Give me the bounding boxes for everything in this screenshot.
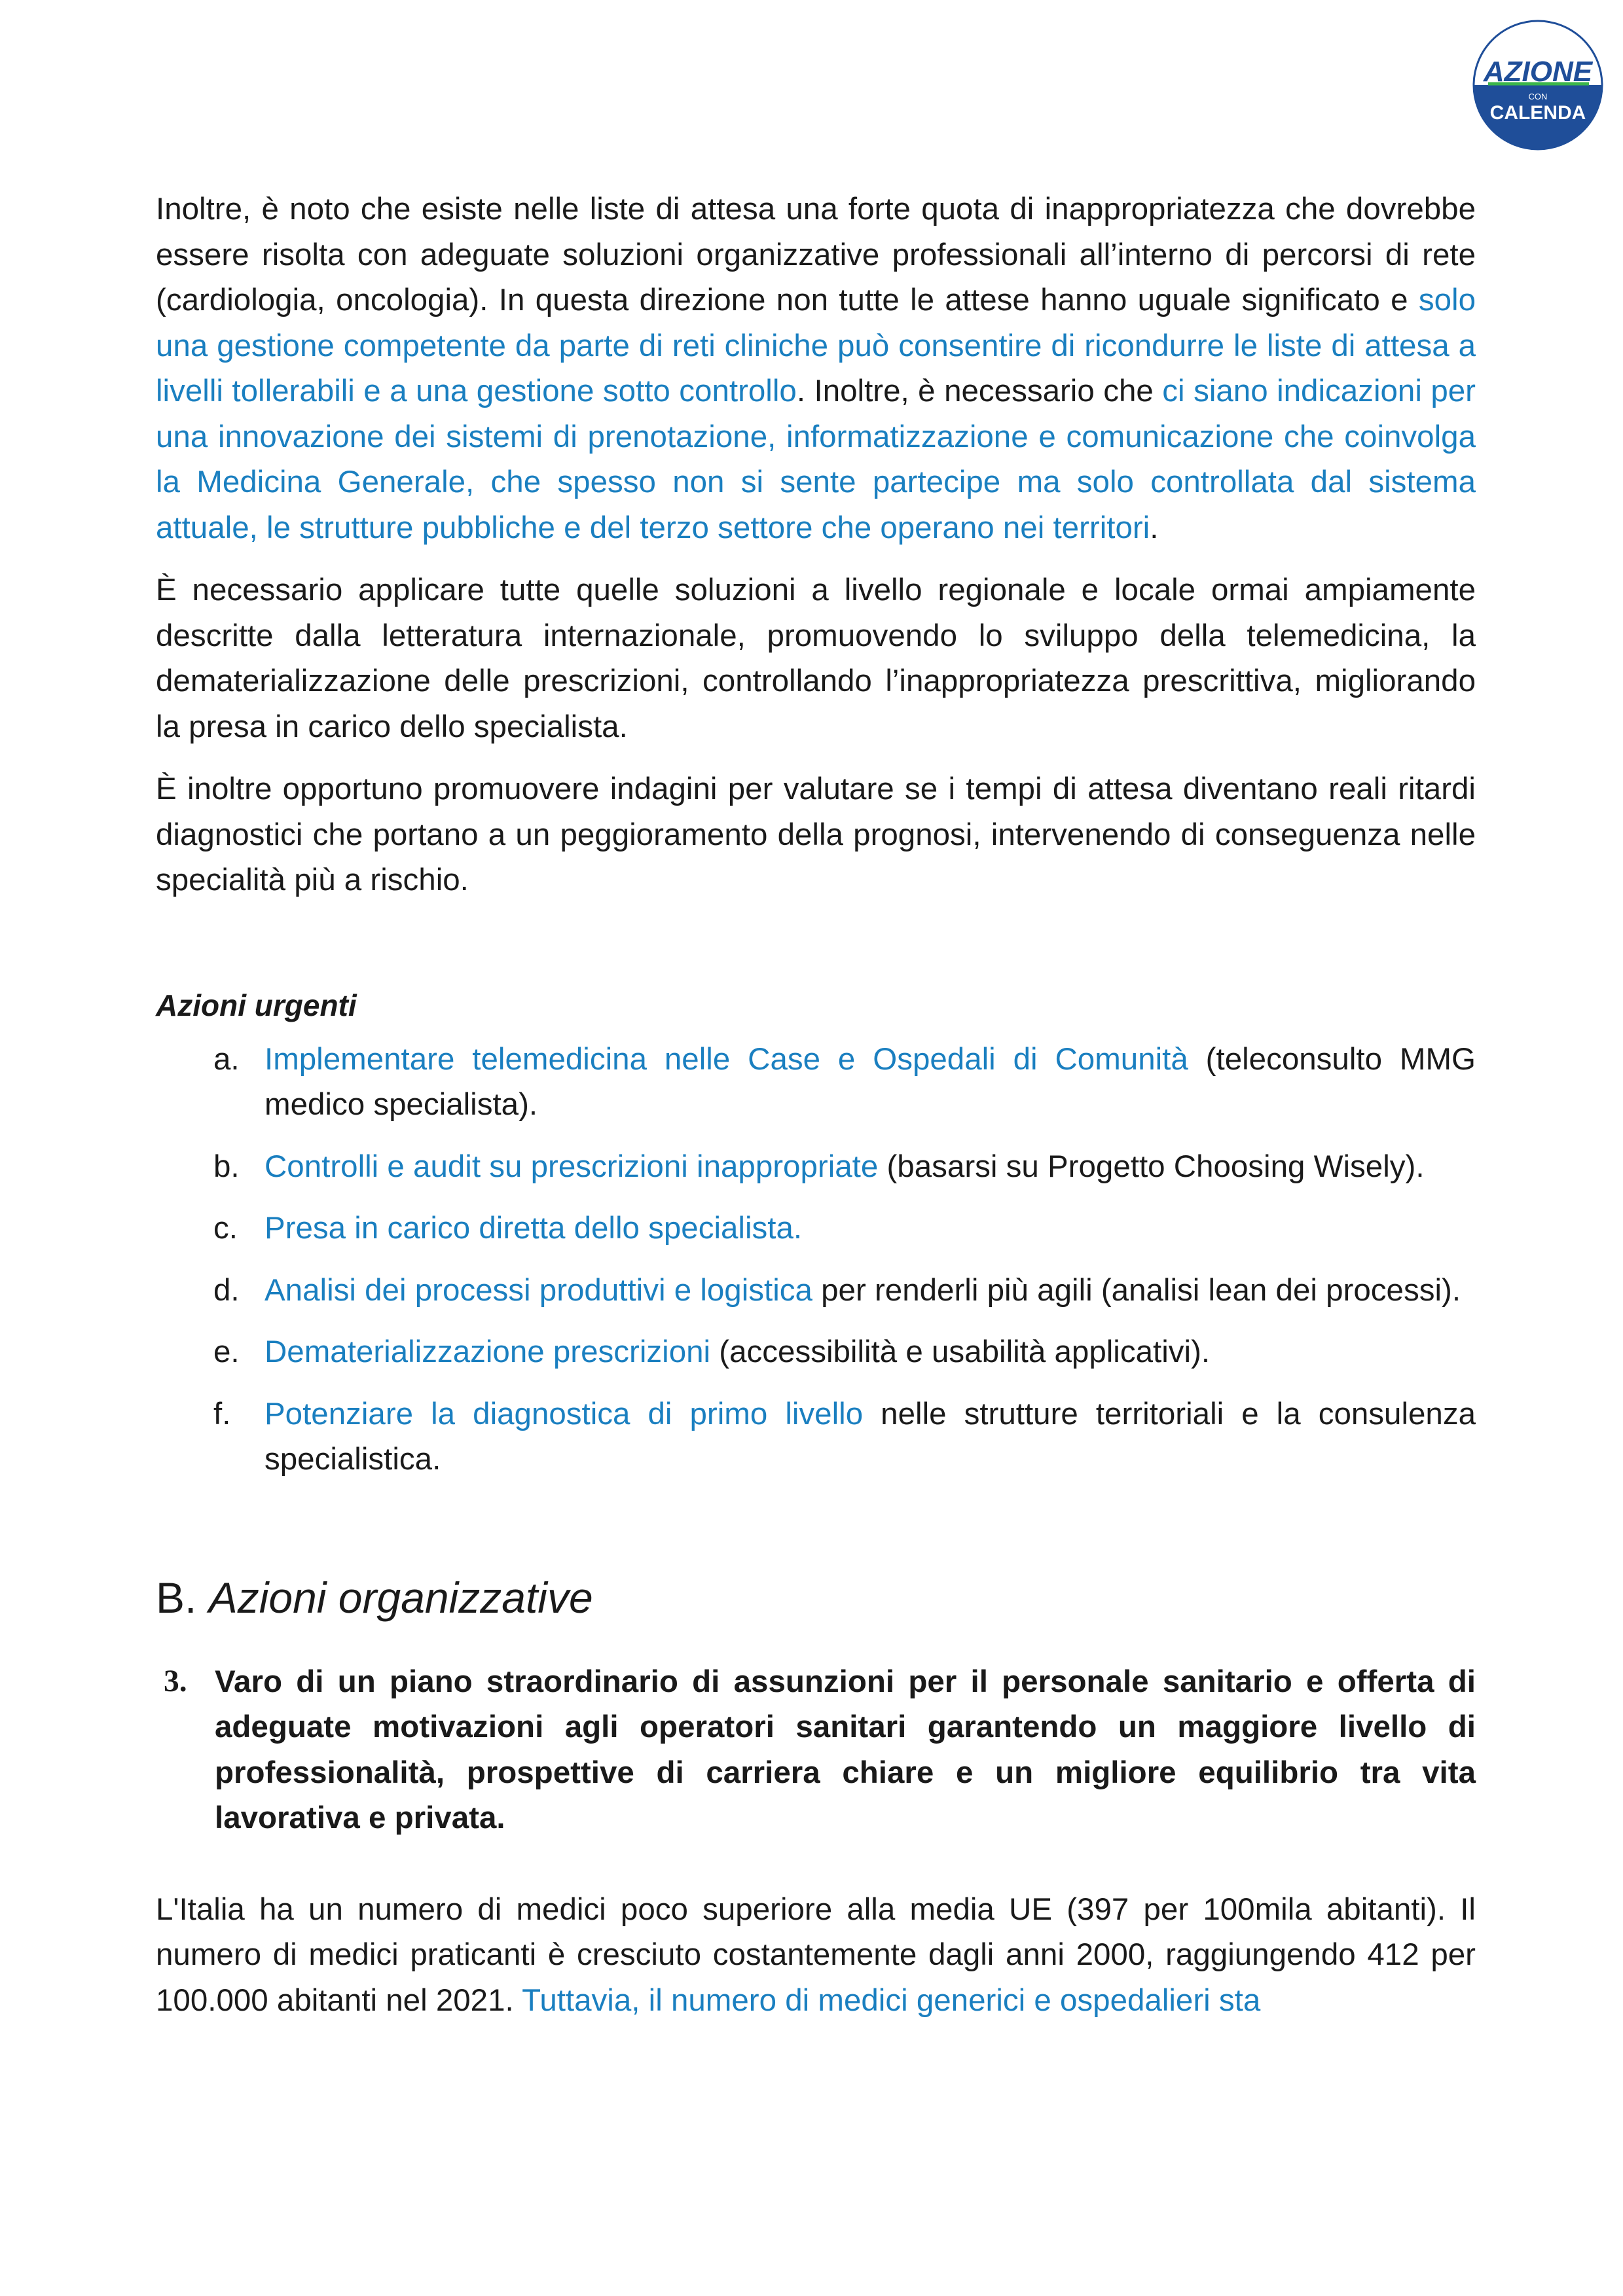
numbered-item-3: 3. Varo di un piano straordinario di assunzioni per il personale sanitario e offerta di adeguate motivazioni agli operatori sanitari garantendo un maggiore livello di professionalità, prospettive di carriera chiare e un migliore equilibrio tra vita lavorativa e privata.: [164, 1664, 1476, 1835]
list-item: c. Presa in carico diretta dello specialista.: [213, 1211, 803, 1246]
paragraph-medici: L'Italia ha un numero di medici poco superiore alla media UE (397 per 100mila abitanti). Il numero di medici praticanti è cresciuto costantemente dagli anni 2000, raggiungendo 412 per 100.000 abitanti nel 2021. Tuttavia, il numero di medici generici e ospedalieri sta: [156, 1892, 1476, 2018]
urgent-actions-list: [156, 1037, 1476, 1482]
urgent-actions-heading: Azioni urgenti: [156, 988, 357, 1022]
list-item: a. Implementare telemedicina nelle Case e Ospedali di Comunità (teleconsulto MMG medico specialista).: [213, 1041, 1476, 1122]
section-heading: B. Azioni organizzative: [156, 1573, 593, 1622]
logo-leader: CALENDA: [1489, 102, 1586, 124]
logo-brand: AZIONE: [1483, 56, 1593, 88]
paragraph-soluzioni: È necessario applicare tutte quelle soluzioni a livello regionale e locale ormai ampiamente descritte dalla letteratura internazionale, promuovendo lo sviluppo della telemedicina, la dematerializzazione delle prescrizioni, controllando l’inappropriatezza prescrittiva, migliorando la presa in carico dello specialista.: [156, 573, 1476, 744]
highlight-text: solo una gestione competente da parte di reti cliniche può consentire di ricondurre le liste di attesa a livelli tollerabili e a una gestione sotto controllo: [156, 283, 1476, 408]
azione-calenda-logo: [1472, 20, 1603, 151]
logo-con: CON: [1528, 92, 1548, 101]
highlight-text: ci siano indicazioni per una innovazione dei sistemi di prenotazione, informatizzazione e comunicazione che coinvolga la Medicina Generale, che spesso non si sente partecipe ma solo controllata dal sistema attuale, le strutture pubbliche e del terzo settore che operano nei territori: [156, 374, 1476, 545]
list-item: e. Dematerializzazione prescrizioni (accessibilità e usabilità applicativi).: [213, 1335, 1211, 1369]
document-body: [156, 187, 1476, 2040]
paragraph-indagini: È inoltre opportuno promuovere indagini per valutare se i tempi di attesa diventano reali ritardi diagnostici che portano a un peggioramento della prognosi, intervenendo di conseguenza nelle specialità più a rischio.: [156, 772, 1476, 897]
list-item: d. Analisi dei processi produttivi e logistica per renderli più agili (analisi lean dei processi).: [213, 1272, 1461, 1308]
paragraph-liste-attesa: Inoltre, è noto che esiste nelle liste di attesa una forte quota di inappropriatezza che dovrebbe essere risolta con adeguate soluzioni organizzative professionali all’interno di percorsi di rete (cardiologia, oncologia). In questa direzione non tutte le attese hanno uguale significato e solo una gestione competente da parte di reti cliniche può consentire di ricondurre le liste di attesa a livelli tollerabili e a una gestione sotto controllo. Inoltre, è necessario che ci siano indicazioni per una innovazione dei sistemi di prenotazione, informatizzazione e comunicazione che coinvolga la Medicina Generale, che spesso non si sente partecipe ma solo controllata dal sistema attuale, le strutture pubbliche e del terzo settore che operano nei territori.: [156, 192, 1476, 545]
list-item: f. Potenziare la diagnostica di primo livello nelle strutture territoriali e la consulenza specialistica.: [213, 1396, 1476, 1477]
highlight-text: Tuttavia, il numero di medici generici e ospedalieri sta: [522, 1982, 1261, 2018]
list-item: b. Controlli e audit su prescrizioni inappropriate (basarsi su Progetto Choosing Wisely).: [213, 1149, 1425, 1184]
